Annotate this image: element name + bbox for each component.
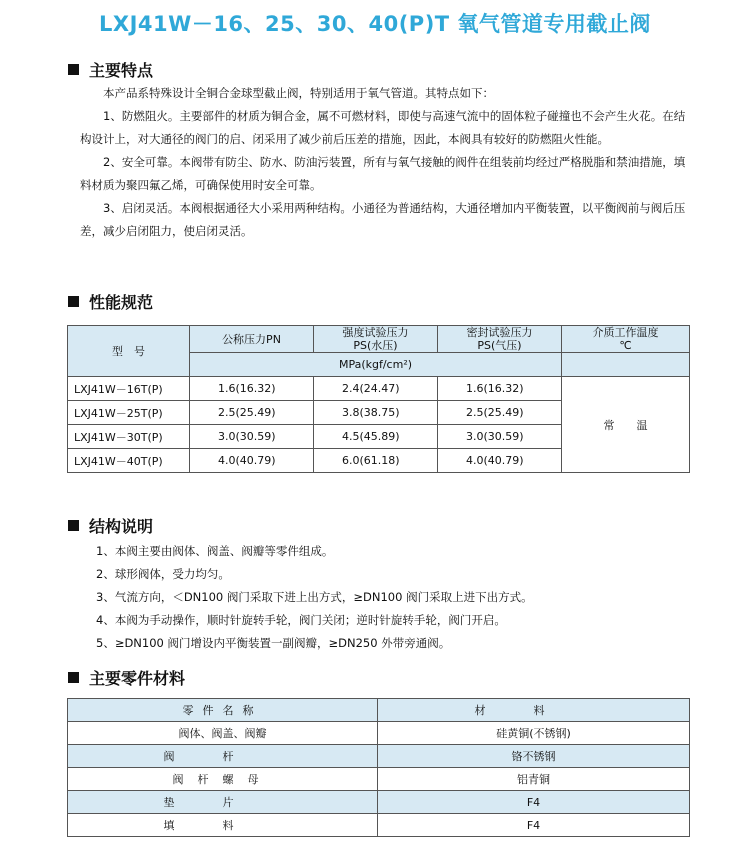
- pn-cell: 1.6(16.32): [190, 377, 314, 401]
- features-heading: [68, 58, 153, 81]
- list-item: 3、气流方向，＜DN100 阀门采取下进上出方式，≥DN100 阀门采取上进下出方式。: [96, 590, 533, 604]
- structure-heading: [68, 514, 153, 537]
- part-cell: 阀杆: [68, 745, 378, 768]
- strength-cell: 2.4(24.47): [314, 377, 438, 401]
- col-strength-line1: 强度试验压力: [342, 326, 409, 339]
- seal-cell: 4.0(40.79): [438, 449, 562, 473]
- list-item: 1、本阀主要由阀体、阀盖、阀瓣等零件组成。: [96, 544, 334, 558]
- features-heading-text: 主要特点: [89, 61, 154, 80]
- performance-table: [67, 325, 690, 473]
- unit-blank: [562, 353, 690, 377]
- performance-heading-text: 性能规范: [89, 293, 154, 312]
- features-body: [80, 82, 690, 243]
- part-cell: 阀杆螺母: [68, 768, 378, 791]
- material-cell: F4: [378, 791, 690, 814]
- material-cell: F4: [378, 814, 690, 837]
- feature-item-2: 2、安全可靠。本阀带有防尘、防水、防油污装置，所有与氧气接触的阀件在组装前均经过严格脱脂和禁油措施，填料材质为聚四氟乙烯，可确保使用时安全可靠。: [80, 155, 686, 192]
- materials-heading-text: 主要零件材料: [89, 669, 186, 688]
- table-row: [68, 722, 690, 745]
- model-cell: LXJ41W－16T(P): [68, 377, 190, 401]
- feature-item-1: 1、防燃阻火。主要部件的材质为铜合金，属不可燃材料，即使与高速气流中的固体粒子碰撞也不会产生火花。在结构设计上，对大通径的阀门的启、闭采用了减少前后压差的措施，因此，本阀具有较好的防燃阻火性能。: [80, 109, 686, 146]
- model-cell: LXJ41W－30T(P): [68, 425, 190, 449]
- materials-header-row: [68, 699, 690, 722]
- strength-cell: 3.8(38.75): [314, 401, 438, 425]
- col-temp-line2: ℃: [619, 339, 632, 352]
- col-temp-line1: 介质工作温度: [592, 326, 659, 339]
- materials-table: [67, 698, 690, 837]
- part-cell: 阀体、阀盖、阀瓣: [68, 722, 378, 745]
- col-strength-line2: PS(水压): [353, 339, 398, 352]
- list-item: 4、本阀为手动操作，顺时针旋转手轮，阀门关闭；逆时针旋转手轮，阀门开启。: [96, 613, 506, 627]
- model-cell: LXJ41W－40T(P): [68, 449, 190, 473]
- col-seal-line2: PS(气压): [477, 339, 522, 352]
- model-cell: LXJ41W－25T(P): [68, 401, 190, 425]
- col-nominal-header: 公称压力PN: [190, 326, 314, 353]
- col-seal-header: [438, 326, 562, 353]
- feature-item-3: 3、启闭灵活。本阀根据通径大小采用两种结构。小通径为普通结构，大通径增加内平衡装置，以平衡阀前与阀后压差，减少启闭阻力，使启闭灵活。: [80, 201, 686, 238]
- square-bullet-icon: [68, 64, 79, 75]
- structure-heading-text: 结构说明: [89, 517, 154, 536]
- features-intro: 本产品系特殊设计全铜合金球型截止阀，特别适用于氧气管道。其特点如下：: [103, 86, 494, 100]
- document-title: LXJ41W－16、25、30、40(P)T 氧气管道专用截止阀: [99, 12, 651, 36]
- table-row: [68, 791, 690, 814]
- strength-cell: 4.5(45.89): [314, 425, 438, 449]
- col-part-header: 零件名称: [68, 699, 378, 722]
- col-seal-line1: 密封试验压力: [466, 326, 533, 339]
- list-item: 2、球形阀体，受力均匀。: [96, 567, 230, 581]
- seal-cell: 2.5(25.49): [438, 401, 562, 425]
- temp-value-cell: 常 温: [562, 377, 690, 473]
- col-model-header: 型 号: [68, 326, 190, 377]
- col-material-header: 材料: [378, 699, 690, 722]
- table-row: [68, 377, 690, 401]
- col-temp-header: [562, 326, 690, 353]
- performance-header-row: [68, 326, 690, 353]
- col-strength-header: [314, 326, 438, 353]
- materials-heading: [68, 666, 185, 689]
- structure-list: [96, 540, 533, 655]
- seal-cell: 1.6(16.32): [438, 377, 562, 401]
- square-bullet-icon: [68, 520, 79, 531]
- performance-heading: [68, 290, 153, 313]
- pn-cell: 2.5(25.49): [190, 401, 314, 425]
- square-bullet-icon: [68, 296, 79, 307]
- square-bullet-icon: [68, 672, 79, 683]
- strength-cell: 6.0(61.18): [314, 449, 438, 473]
- material-cell: 硅黄铜(不锈钢): [378, 722, 690, 745]
- list-item: 5、≥DN100 阀门增设内平衡装置一副阀瓣，≥DN250 外带旁通阀。: [96, 636, 451, 650]
- part-cell: 填料: [68, 814, 378, 837]
- table-row: [68, 768, 690, 791]
- material-cell: 铬不锈钢: [378, 745, 690, 768]
- table-row: [68, 814, 690, 837]
- part-cell: 垫片: [68, 791, 378, 814]
- table-row: [68, 745, 690, 768]
- pn-cell: 4.0(40.79): [190, 449, 314, 473]
- pn-cell: 3.0(30.59): [190, 425, 314, 449]
- seal-cell: 3.0(30.59): [438, 425, 562, 449]
- material-cell: 铝青铜: [378, 768, 690, 791]
- unit-label: MPa(kgf/cm²): [190, 353, 562, 377]
